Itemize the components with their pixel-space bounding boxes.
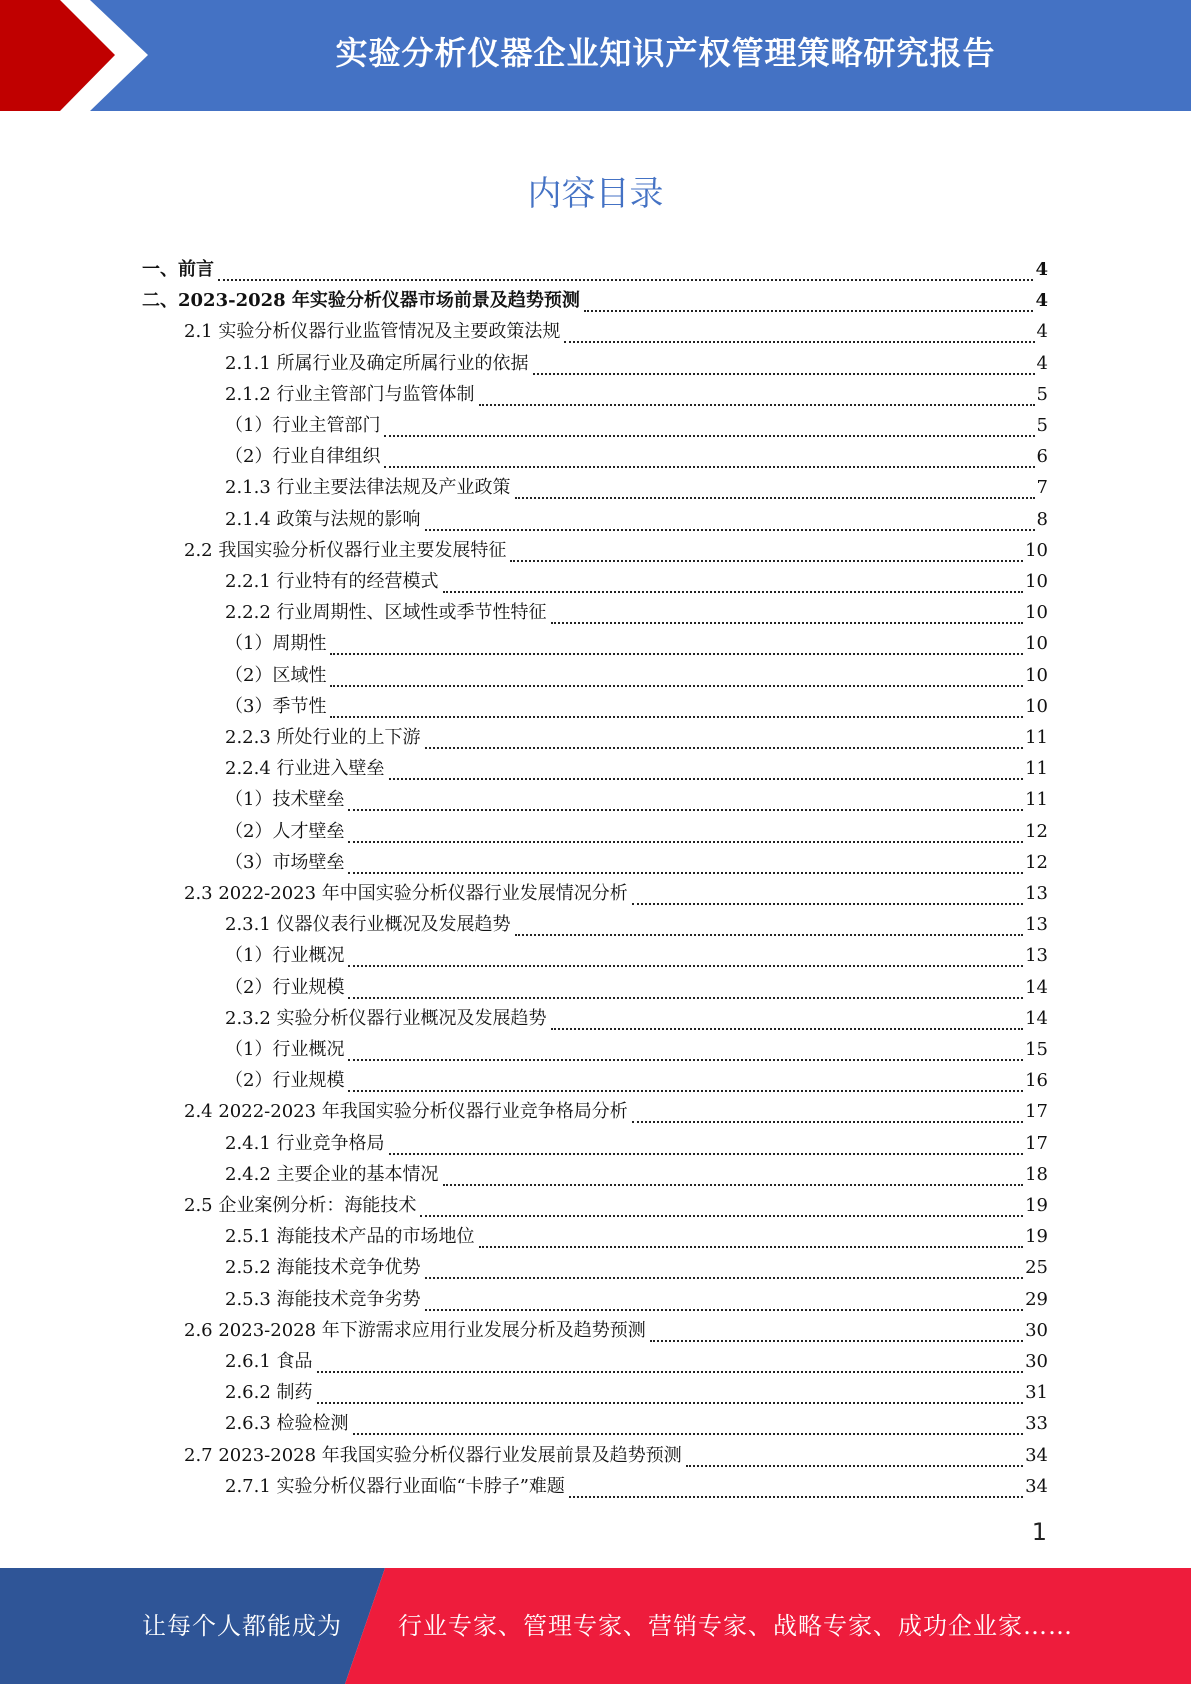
toc-entry-page: 34	[1025, 1476, 1048, 1497]
toc-leader-dots	[425, 509, 1035, 531]
toc-leader-dots	[348, 977, 1023, 999]
toc-entry-page: 11	[1025, 789, 1048, 810]
toc-entry-label: 2.5.3 海能技术竞争劣势	[225, 1289, 421, 1310]
toc-entry[interactable]	[225, 1377, 1048, 1408]
toc-entry[interactable]	[142, 285, 1048, 316]
toc-leader-dots	[330, 665, 1023, 687]
toc-entry-page: 18	[1025, 1164, 1048, 1185]
toc-entry-page: 34	[1025, 1445, 1048, 1466]
toc-entry-page: 4	[1035, 259, 1048, 280]
toc-entry-label: （3）市场壁垒	[225, 852, 345, 873]
toc-entry-label: （2）区域性	[225, 665, 327, 686]
toc-leader-dots	[443, 1164, 1024, 1186]
toc-entry-label: 2.6 2023-2028 年下游需求应用行业发展分析及趋势预测	[184, 1320, 646, 1341]
toc-entry-label: 2.1.4 政策与法规的影响	[225, 509, 421, 530]
toc-entry[interactable]	[142, 254, 1048, 285]
toc-entry[interactable]	[184, 1096, 1048, 1127]
toc-entry[interactable]	[225, 691, 1048, 722]
toc-entry-page: 14	[1025, 977, 1048, 998]
toc-entry-label: 2.5 企业案例分析：海能技术	[184, 1195, 417, 1216]
toc-leader-dots	[425, 1289, 1024, 1311]
toc-entry[interactable]	[225, 816, 1048, 847]
toc-entry-label: 2.6.1 食品	[225, 1351, 313, 1372]
toc-leader-dots	[348, 789, 1023, 811]
toc-entry[interactable]	[225, 940, 1048, 971]
toc-entry[interactable]	[225, 1408, 1048, 1439]
toc-entry-label: 2.4 2022-2023 年我国实验分析仪器行业竞争格局分析	[184, 1101, 628, 1122]
toc-entry-label: 一、前言	[142, 259, 214, 280]
toc-entry[interactable]	[225, 972, 1048, 1003]
toc-leader-dots	[443, 571, 1024, 593]
footer-slogan-left: 让每个人都能成为	[142, 1612, 342, 1640]
toc-leader-dots	[353, 1413, 1024, 1435]
toc-entry[interactable]	[225, 1221, 1048, 1252]
toc-entry-page: 6	[1036, 446, 1048, 467]
toc-leader-dots	[384, 415, 1034, 437]
toc-entry-label: 2.6.3 检验检测	[225, 1413, 349, 1434]
toc-entry[interactable]	[225, 1471, 1048, 1502]
toc-entry-label: （1）行业概况	[225, 1039, 345, 1060]
toc-entry-label: 2.1.3 行业主要法律法规及产业政策	[225, 477, 511, 498]
toc-entry[interactable]	[225, 348, 1048, 379]
toc-entry-page: 31	[1025, 1382, 1048, 1403]
toc-leader-dots	[348, 1039, 1023, 1061]
toc-entry-page: 4	[1035, 290, 1048, 311]
toc-entry[interactable]	[184, 1190, 1048, 1221]
toc-entry-page: 4	[1036, 321, 1048, 342]
toc-entry[interactable]	[225, 1034, 1048, 1065]
toc-entry-page: 30	[1025, 1320, 1048, 1341]
toc-leader-dots	[420, 1195, 1023, 1217]
toc-leader-dots	[551, 1008, 1024, 1030]
toc-entry[interactable]	[225, 1065, 1048, 1096]
toc-entry[interactable]	[184, 1315, 1048, 1346]
toc-entry-label: 2.4.1 行业竞争格局	[225, 1133, 385, 1154]
toc-entry-page: 12	[1025, 821, 1048, 842]
toc-entry-page: 11	[1025, 727, 1048, 748]
toc-entry-page: 13	[1025, 914, 1048, 935]
page-footer	[0, 1568, 1191, 1684]
toc-entry[interactable]	[225, 566, 1048, 597]
toc-leader-dots	[425, 727, 1024, 749]
toc-entry-page: 7	[1036, 477, 1048, 498]
toc-entry-page: 19	[1025, 1226, 1048, 1247]
toc-entry[interactable]	[184, 1440, 1048, 1471]
toc-entry-label: 2.3 2022-2023 年中国实验分析仪器行业发展情况分析	[184, 883, 628, 904]
toc-leader-dots	[515, 477, 1035, 499]
toc-leader-dots	[479, 384, 1035, 406]
toc-entry-label: 2.3.2 实验分析仪器行业概况及发展趋势	[225, 1008, 547, 1029]
toc-entry-label: 2.2.1 行业特有的经营模式	[225, 571, 439, 592]
toc-entry-label: （2）行业规模	[225, 1070, 345, 1091]
toc-entry-label: 2.2.4 行业进入壁垒	[225, 758, 385, 779]
toc-entry-label: （1）行业主管部门	[225, 415, 381, 436]
toc-entry[interactable]	[225, 504, 1048, 535]
toc-entry[interactable]	[225, 1252, 1048, 1283]
toc-entry[interactable]	[225, 1159, 1048, 1190]
toc-leader-dots	[389, 758, 1024, 780]
toc-entry-page: 17	[1025, 1133, 1048, 1154]
toc-leader-dots	[510, 540, 1023, 562]
toc-entry[interactable]	[225, 753, 1048, 784]
toc-leader-dots	[551, 602, 1024, 624]
toc-entry-label: （3）季节性	[225, 696, 327, 717]
toc-entry-page: 13	[1025, 883, 1048, 904]
toc-entry-label: 2.7 2023-2028 年我国实验分析仪器行业发展前景及趋势预测	[184, 1445, 682, 1466]
toc-entry[interactable]	[184, 878, 1048, 909]
toc-entry-page: 15	[1025, 1039, 1048, 1060]
toc-entry-page: 10	[1025, 696, 1048, 717]
toc-leader-dots	[584, 290, 1034, 312]
toc-entry-page: 17	[1025, 1101, 1048, 1122]
toc-entry-label: （1）周期性	[225, 633, 327, 654]
report-title: 实验分析仪器企业知识产权管理策略研究报告	[335, 34, 996, 72]
toc-leader-dots	[330, 696, 1023, 718]
toc-leader-dots	[348, 945, 1023, 967]
toc-entry-page: 10	[1025, 540, 1048, 561]
toc-entry-page: 30	[1025, 1351, 1048, 1372]
toc-entry-label: 2.1.1 所属行业及确定所属行业的依据	[225, 353, 529, 374]
toc-leader-dots	[515, 914, 1024, 936]
toc-entry-page: 10	[1025, 665, 1048, 686]
toc-entry[interactable]	[225, 441, 1048, 472]
toc-entry-label: 2.2 我国实验分析仪器行业主要发展特征	[184, 540, 507, 561]
toc-entry-page: 19	[1025, 1195, 1048, 1216]
toc-entry-page: 5	[1036, 415, 1048, 436]
toc-leader-dots	[569, 1476, 1023, 1498]
toc-entry-label: 2.2.3 所处行业的上下游	[225, 727, 421, 748]
toc-heading: 内容目录	[527, 174, 664, 214]
toc-leader-dots	[650, 1320, 1023, 1342]
toc-leader-dots	[348, 852, 1023, 874]
toc-entry[interactable]	[225, 784, 1048, 815]
toc-leader-dots	[330, 633, 1023, 655]
toc-entry[interactable]	[225, 472, 1048, 503]
toc-entry-page: 5	[1036, 384, 1048, 405]
toc-leader-dots	[384, 446, 1034, 468]
toc-entry-page: 33	[1025, 1413, 1048, 1434]
toc-entry[interactable]	[225, 410, 1048, 441]
toc-entry[interactable]	[184, 316, 1048, 347]
toc-entry-label: （2）行业规模	[225, 977, 345, 998]
toc-entry-label: 2.2.2 行业周期性、区域性或季节性特征	[225, 602, 547, 623]
toc-entry[interactable]	[225, 1346, 1048, 1377]
page-number: 1	[1031, 1518, 1047, 1546]
toc-entry-page: 12	[1025, 852, 1048, 873]
toc-entry-page: 13	[1025, 945, 1048, 966]
toc-entry-label: 2.5.1 海能技术产品的市场地位	[225, 1226, 475, 1247]
toc-leader-dots	[317, 1382, 1024, 1404]
toc-entry[interactable]	[225, 847, 1048, 878]
toc-entry[interactable]	[225, 909, 1048, 940]
toc-entry-page: 29	[1025, 1289, 1048, 1310]
toc-entry-label: 2.1 实验分析仪器行业监管情况及主要政策法规	[184, 321, 561, 342]
footer-slogan-right: 行业专家、管理专家、营销专家、战略专家、成功企业家……	[398, 1612, 1073, 1640]
toc-entry-label: （1）行业概况	[225, 945, 345, 966]
toc-entry[interactable]	[225, 597, 1048, 628]
toc-leader-dots	[425, 1257, 1024, 1279]
toc-entry-page: 16	[1025, 1070, 1048, 1091]
toc-leader-dots	[317, 1351, 1024, 1373]
toc-entry-page: 4	[1036, 353, 1048, 374]
toc-entry-page: 8	[1036, 509, 1048, 530]
toc-leader-dots	[218, 259, 1033, 281]
toc-entry[interactable]	[225, 1284, 1048, 1315]
page-header	[0, 0, 1191, 111]
toc-leader-dots	[686, 1445, 1023, 1467]
toc-entry-page: 11	[1025, 758, 1048, 779]
toc-entry[interactable]	[225, 1128, 1048, 1159]
toc-leader-dots	[479, 1226, 1024, 1248]
toc-entry-label: 2.1.2 行业主管部门与监管体制	[225, 384, 475, 405]
toc-entry-label: 2.6.2 制药	[225, 1382, 313, 1403]
toc-entry-label: （2）人才壁垒	[225, 821, 345, 842]
toc-entry-label: 2.4.2 主要企业的基本情况	[225, 1164, 439, 1185]
toc-entry-label: （1）技术壁垒	[225, 789, 345, 810]
toc-entry-label: 2.7.1 实验分析仪器行业面临“卡脖子”难题	[225, 1476, 565, 1497]
toc-leader-dots	[533, 353, 1035, 375]
toc-entry-page: 25	[1025, 1257, 1048, 1278]
toc-entry-page: 14	[1025, 1008, 1048, 1029]
toc-entry[interactable]	[225, 722, 1048, 753]
toc-entry-label: 二、2023-2028 年实验分析仪器市场前景及趋势预测	[142, 290, 580, 311]
toc-entry[interactable]	[225, 1003, 1048, 1034]
toc-leader-dots	[632, 1101, 1023, 1123]
toc-entry[interactable]	[184, 535, 1048, 566]
toc-entry[interactable]	[225, 660, 1048, 691]
toc-leader-dots	[389, 1133, 1024, 1155]
toc-entry[interactable]	[225, 379, 1048, 410]
toc-entry-label: （2）行业自律组织	[225, 446, 381, 467]
toc-leader-dots	[348, 1070, 1023, 1092]
toc-entry-page: 10	[1025, 633, 1048, 654]
toc-entry-label: 2.3.1 仪器仪表行业概况及发展趋势	[225, 914, 511, 935]
toc-entry[interactable]	[225, 628, 1048, 659]
toc-leader-dots	[348, 821, 1023, 843]
toc-entry-page: 10	[1025, 571, 1048, 592]
toc-leader-dots	[632, 883, 1023, 905]
toc-entry-page: 10	[1025, 602, 1048, 623]
toc-leader-dots	[564, 321, 1034, 343]
toc-entry-label: 2.5.2 海能技术竞争优势	[225, 1257, 421, 1278]
